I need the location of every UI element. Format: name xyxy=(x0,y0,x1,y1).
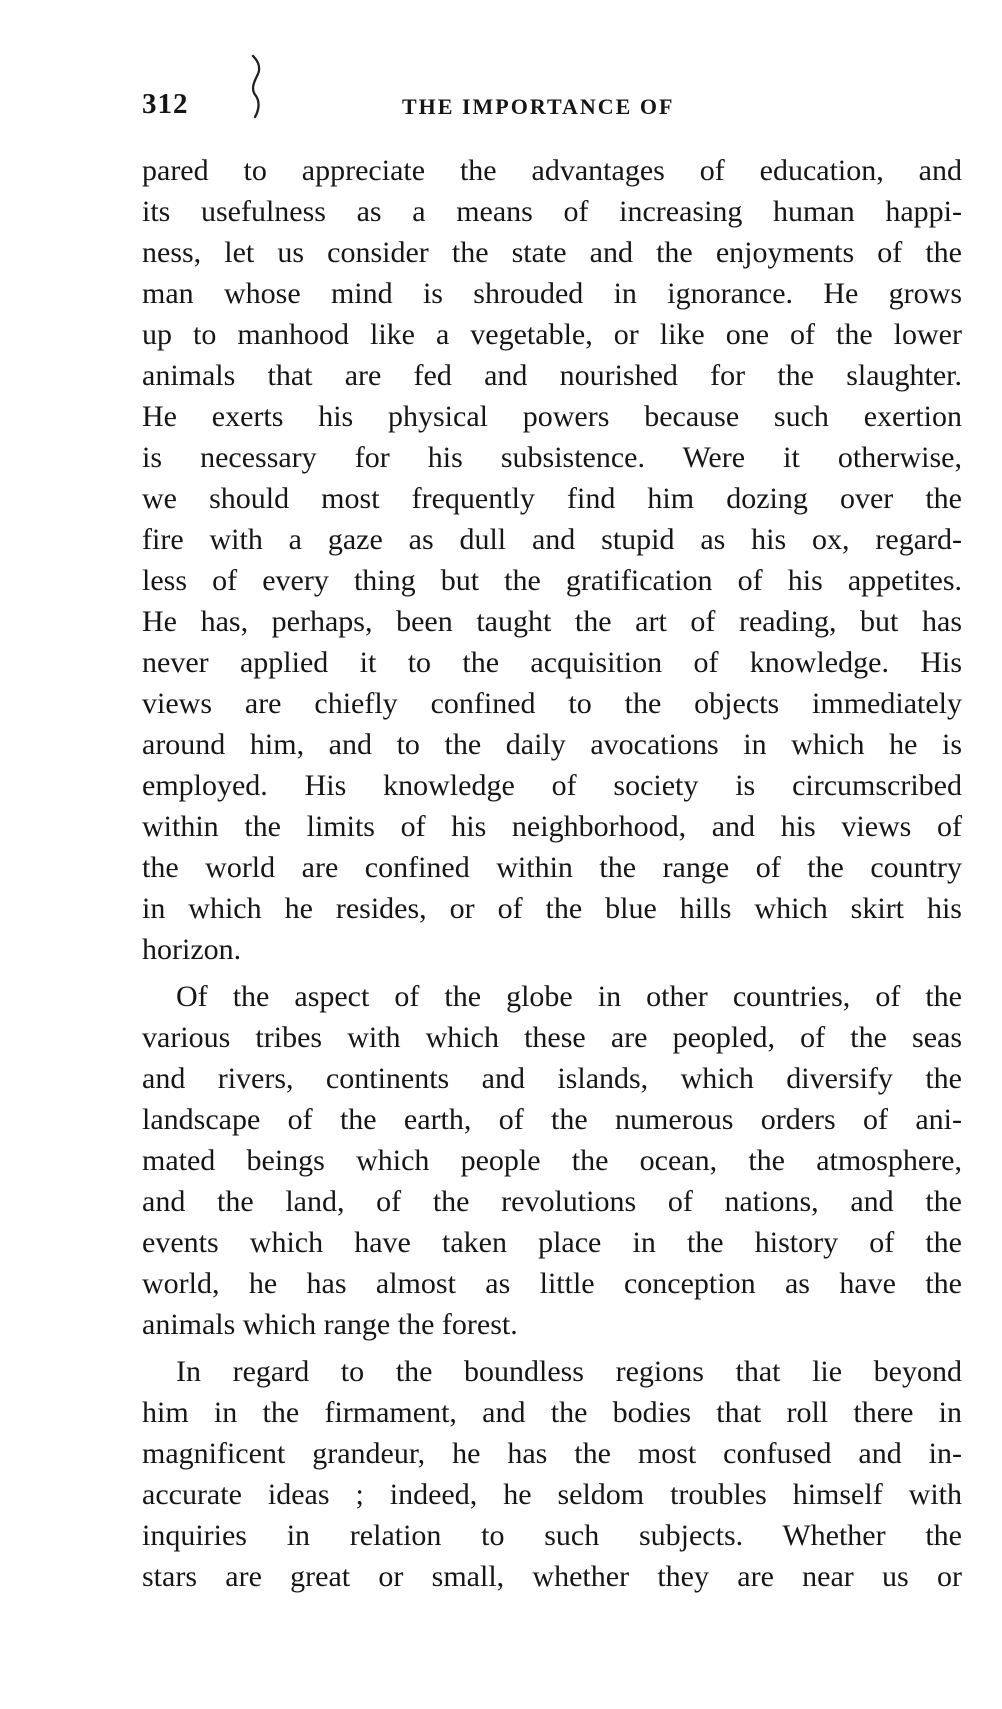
running-title: THE IMPORTANCE OF xyxy=(402,94,675,119)
text-line: world, he has almost as little conception as have the xyxy=(142,1267,962,1300)
paragraph-world xyxy=(142,976,962,1345)
text-line: we should most frequently find him dozing over the xyxy=(142,482,962,515)
paragraph-ignorance xyxy=(142,150,962,970)
bracket-mark-icon xyxy=(246,54,266,122)
page-number: 312 xyxy=(142,88,189,120)
text-line: its usefulness as a means of increasing human happi- xyxy=(142,195,962,228)
text-line: the world are confined within the range of the country xyxy=(142,851,962,884)
text-line: He has, perhaps, been taught the art of reading, but has xyxy=(142,605,962,638)
text-line: stars are great or small, whether they are near us or xyxy=(142,1560,962,1593)
text-line: views are chiefly confined to the objects immediately xyxy=(142,687,962,720)
text-line: Of the aspect of the globe in other countries, of the xyxy=(176,980,962,1013)
body-text xyxy=(142,150,962,1650)
text-line: and the land, of the revolutions of nations, and the xyxy=(142,1185,962,1218)
text-line: fire with a gaze as dull and stupid as his ox, regard- xyxy=(142,523,962,556)
text-line: events which have taken place in the history of the xyxy=(142,1226,962,1259)
text-line: inquiries in relation to such subjects. Whether the xyxy=(142,1519,962,1552)
text-line: him in the firmament, and the bodies that roll there in xyxy=(142,1396,962,1429)
text-line: ness, let us consider the state and the enjoyments of the xyxy=(142,236,962,269)
text-line: and rivers, continents and islands, which diversify the xyxy=(142,1062,962,1095)
text-line: is necessary for his subsistence. Were it otherwise, xyxy=(142,441,962,474)
text-line: magnificent grandeur, he has the most confused and in- xyxy=(142,1437,962,1470)
text-line: man whose mind is shrouded in ignorance. He grows xyxy=(142,277,962,310)
running-head xyxy=(142,82,962,126)
text-line: around him, and to the daily avocations in which he is xyxy=(142,728,962,761)
text-line: less of every thing but the gratification of his appetites. xyxy=(142,564,962,597)
text-line: various tribes with which these are peopled, of the seas xyxy=(142,1021,962,1054)
text-line: never applied it to the acquisition of knowledge. His xyxy=(142,646,962,679)
text-line: pared to appreciate the advantages of education, and xyxy=(142,154,962,187)
text-line: mated beings which people the ocean, the atmosphere, xyxy=(142,1144,962,1177)
text-line: employed. His knowledge of society is circumscribed xyxy=(142,769,962,802)
text-line: He exerts his physical powers because such exertion xyxy=(142,400,962,433)
text-line: landscape of the earth, of the numerous orders of ani- xyxy=(142,1103,962,1136)
text-line: horizon. xyxy=(142,933,242,966)
text-line: animals which range the forest. xyxy=(142,1308,518,1341)
paragraph-firmament xyxy=(142,1351,962,1597)
text-line: within the limits of his neighborhood, and his views of xyxy=(142,810,962,843)
text-line: animals that are fed and nourished for the slaughter. xyxy=(142,359,962,392)
text-line: accurate ideas ; indeed, he seldom troubles himself with xyxy=(142,1478,962,1511)
text-line: in which he resides, or of the blue hills which skirt his xyxy=(142,892,962,925)
text-line: In regard to the boundless regions that lie beyond xyxy=(176,1355,962,1388)
text-line: up to manhood like a vegetable, or like one of the lower xyxy=(142,318,962,351)
